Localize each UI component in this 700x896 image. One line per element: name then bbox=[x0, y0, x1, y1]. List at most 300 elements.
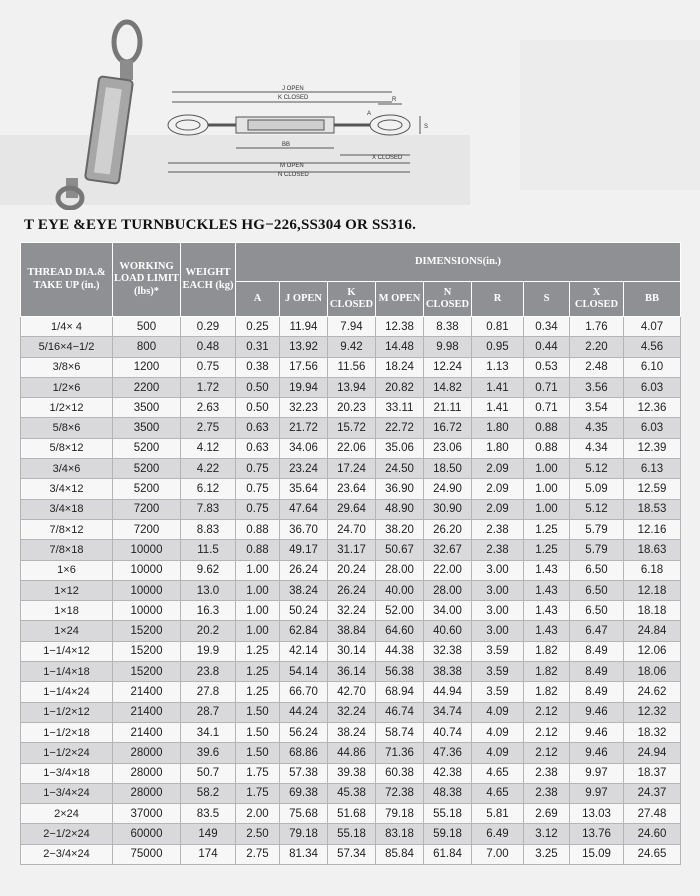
table-cell: 0.34 bbox=[524, 317, 570, 337]
dim-bb: BB bbox=[282, 142, 291, 148]
table-row bbox=[21, 499, 681, 519]
table-cell: 31.17 bbox=[328, 540, 376, 560]
table-cell: 1.75 bbox=[236, 783, 280, 803]
table-cell: 2×24 bbox=[21, 804, 113, 824]
table-row bbox=[21, 844, 681, 864]
table-cell: 0.53 bbox=[524, 357, 570, 377]
table-row bbox=[21, 824, 681, 844]
dim-m-open: M OPEN bbox=[280, 163, 304, 169]
table-cell: 22.72 bbox=[376, 418, 424, 438]
table-cell: 21.72 bbox=[280, 418, 328, 438]
table-row bbox=[21, 641, 681, 661]
table-cell: 15200 bbox=[113, 662, 181, 682]
table-cell: 1−1/4×12 bbox=[21, 641, 113, 661]
table-cell: 28000 bbox=[113, 783, 181, 803]
table-cell: 79.18 bbox=[280, 824, 328, 844]
table-cell: 42.38 bbox=[424, 763, 472, 783]
table-cell: 1.00 bbox=[236, 621, 280, 641]
table-cell: 3/8×6 bbox=[21, 357, 113, 377]
table-cell: 32.23 bbox=[280, 398, 328, 418]
table-cell: 62.84 bbox=[280, 621, 328, 641]
table-row bbox=[21, 357, 681, 377]
table-cell: 3.54 bbox=[570, 398, 624, 418]
table-cell: 12.59 bbox=[624, 479, 681, 499]
table-cell: 60.38 bbox=[376, 763, 424, 783]
table-cell: 6.03 bbox=[624, 418, 681, 438]
table-cell: 1.72 bbox=[181, 377, 236, 397]
table-cell: 28.00 bbox=[424, 580, 472, 600]
table-cell: 3.25 bbox=[524, 844, 570, 864]
table-cell: 174 bbox=[181, 844, 236, 864]
table-cell: 21400 bbox=[113, 682, 181, 702]
table-cell: 2.12 bbox=[524, 702, 570, 722]
table-cell: 8.38 bbox=[424, 317, 472, 337]
table-cell: 2−3/4×24 bbox=[21, 844, 113, 864]
table-cell: 1−3/4×18 bbox=[21, 763, 113, 783]
table-cell: 1.43 bbox=[524, 560, 570, 580]
table-cell: 13.76 bbox=[570, 824, 624, 844]
table-cell: 1×12 bbox=[21, 580, 113, 600]
table-cell: 5.81 bbox=[472, 804, 524, 824]
table-cell: 1.50 bbox=[236, 702, 280, 722]
table-cell: 11.94 bbox=[280, 317, 328, 337]
table-cell: 5/16×4−1/2 bbox=[21, 337, 113, 357]
table-cell: 2.75 bbox=[236, 844, 280, 864]
table-cell: 17.56 bbox=[280, 357, 328, 377]
table-cell: 8.49 bbox=[570, 662, 624, 682]
table-cell: 28000 bbox=[113, 743, 181, 763]
table-cell: 34.00 bbox=[424, 601, 472, 621]
table-cell: 12.24 bbox=[424, 357, 472, 377]
header-x-closed: X CLOSED bbox=[570, 282, 624, 317]
table-row bbox=[21, 763, 681, 783]
table-cell: 56.38 bbox=[376, 662, 424, 682]
table-cell: 24.84 bbox=[624, 621, 681, 641]
table-cell: 2.20 bbox=[570, 337, 624, 357]
table-cell: 15.09 bbox=[570, 844, 624, 864]
table-cell: 38.38 bbox=[424, 662, 472, 682]
dim-a: A bbox=[367, 111, 372, 117]
table-cell: 38.20 bbox=[376, 519, 424, 539]
table-cell: 1.50 bbox=[236, 743, 280, 763]
table-cell: 24.94 bbox=[624, 743, 681, 763]
table-cell: 68.94 bbox=[376, 682, 424, 702]
table-cell: 5/8×6 bbox=[21, 418, 113, 438]
table-cell: 9.46 bbox=[570, 743, 624, 763]
table-cell: 149 bbox=[181, 824, 236, 844]
table-cell: 1.43 bbox=[524, 580, 570, 600]
table-cell: 7200 bbox=[113, 519, 181, 539]
table-cell: 5.12 bbox=[570, 459, 624, 479]
table-cell: 57.38 bbox=[280, 763, 328, 783]
table-cell: 38.24 bbox=[328, 722, 376, 742]
table-cell: 800 bbox=[113, 337, 181, 357]
table-cell: 8.49 bbox=[570, 682, 624, 702]
table-cell: 34.1 bbox=[181, 722, 236, 742]
table-cell: 44.94 bbox=[424, 682, 472, 702]
table-cell: 10000 bbox=[113, 560, 181, 580]
table-cell: 3.59 bbox=[472, 641, 524, 661]
table-cell: 26.24 bbox=[280, 560, 328, 580]
table-cell: 75000 bbox=[113, 844, 181, 864]
table-cell: 7/8×18 bbox=[21, 540, 113, 560]
table-cell: 33.11 bbox=[376, 398, 424, 418]
table-cell: 3.00 bbox=[472, 601, 524, 621]
table-cell: 21400 bbox=[113, 722, 181, 742]
table-row bbox=[21, 438, 681, 458]
table-cell: 36.14 bbox=[328, 662, 376, 682]
table-cell: 1/2×12 bbox=[21, 398, 113, 418]
table-cell: 50.24 bbox=[280, 601, 328, 621]
table-cell: 5.09 bbox=[570, 479, 624, 499]
table-cell: 3.56 bbox=[570, 377, 624, 397]
table-cell: 2.09 bbox=[472, 479, 524, 499]
table-cell: 59.18 bbox=[424, 824, 472, 844]
table-cell: 24.65 bbox=[624, 844, 681, 864]
table-cell: 34.74 bbox=[424, 702, 472, 722]
table-cell: 1×24 bbox=[21, 621, 113, 641]
table-cell: 2.38 bbox=[472, 540, 524, 560]
table-cell: 49.17 bbox=[280, 540, 328, 560]
table-cell: 0.88 bbox=[236, 519, 280, 539]
table-cell: 21.11 bbox=[424, 398, 472, 418]
table-cell: 0.75 bbox=[236, 479, 280, 499]
table-row bbox=[21, 479, 681, 499]
table-cell: 2−1/2×24 bbox=[21, 824, 113, 844]
table-cell: 2.38 bbox=[472, 519, 524, 539]
table-cell: 2.00 bbox=[236, 804, 280, 824]
header-weight: WEIGHT EACH (kg) bbox=[181, 243, 236, 317]
table-cell: 500 bbox=[113, 317, 181, 337]
table-cell: 16.72 bbox=[424, 418, 472, 438]
table-cell: 58.74 bbox=[376, 722, 424, 742]
table-cell: 0.38 bbox=[236, 357, 280, 377]
table-cell: 6.50 bbox=[570, 580, 624, 600]
table-cell: 55.18 bbox=[424, 804, 472, 824]
table-cell: 9.46 bbox=[570, 722, 624, 742]
table-cell: 1200 bbox=[113, 357, 181, 377]
table-cell: 23.06 bbox=[424, 438, 472, 458]
header-m-open: M OPEN bbox=[376, 282, 424, 317]
table-cell: 18.24 bbox=[376, 357, 424, 377]
table-cell: 0.71 bbox=[524, 398, 570, 418]
table-cell: 4.56 bbox=[624, 337, 681, 357]
table-cell: 0.63 bbox=[236, 418, 280, 438]
table-cell: 26.20 bbox=[424, 519, 472, 539]
table-cell: 1.41 bbox=[472, 398, 524, 418]
table-cell: 1×6 bbox=[21, 560, 113, 580]
table-cell: 18.18 bbox=[624, 601, 681, 621]
table-cell: 1.25 bbox=[236, 662, 280, 682]
turnbuckle-diagram bbox=[0, 0, 700, 210]
table-cell: 40.60 bbox=[424, 621, 472, 641]
table-cell: 13.03 bbox=[570, 804, 624, 824]
table-cell: 3500 bbox=[113, 418, 181, 438]
dim-n-closed: N CLOSED bbox=[278, 172, 309, 178]
table-cell: 23.8 bbox=[181, 662, 236, 682]
table-cell: 18.37 bbox=[624, 763, 681, 783]
table-cell: 0.50 bbox=[236, 398, 280, 418]
table-cell: 46.74 bbox=[376, 702, 424, 722]
table-cell: 21400 bbox=[113, 702, 181, 722]
table-cell: 54.14 bbox=[280, 662, 328, 682]
table-cell: 83.5 bbox=[181, 804, 236, 824]
table-cell: 39.6 bbox=[181, 743, 236, 763]
table-cell: 6.13 bbox=[624, 459, 681, 479]
table-cell: 6.47 bbox=[570, 621, 624, 641]
table-cell: 0.88 bbox=[524, 438, 570, 458]
table-row bbox=[21, 743, 681, 763]
table-cell: 27.8 bbox=[181, 682, 236, 702]
table-row bbox=[21, 804, 681, 824]
table-cell: 8.49 bbox=[570, 641, 624, 661]
table-cell: 1.00 bbox=[236, 601, 280, 621]
table-cell: 0.31 bbox=[236, 337, 280, 357]
table-cell: 1.00 bbox=[524, 459, 570, 479]
table-cell: 1.00 bbox=[236, 580, 280, 600]
table-cell: 4.65 bbox=[472, 763, 524, 783]
table-cell: 0.95 bbox=[472, 337, 524, 357]
table-cell: 18.50 bbox=[424, 459, 472, 479]
table-row bbox=[21, 783, 681, 803]
table-cell: 22.00 bbox=[424, 560, 472, 580]
page-title: T EYE &EYE TURNBUCKLES HG−226,SS304 OR SS316. bbox=[24, 217, 417, 233]
table-cell: 0.75 bbox=[236, 499, 280, 519]
table-cell: 8.83 bbox=[181, 519, 236, 539]
table-cell: 4.35 bbox=[570, 418, 624, 438]
table-cell: 4.22 bbox=[181, 459, 236, 479]
table-cell: 9.97 bbox=[570, 763, 624, 783]
table-cell: 6.50 bbox=[570, 601, 624, 621]
table-cell: 40.74 bbox=[424, 722, 472, 742]
table-cell: 1−1/2×24 bbox=[21, 743, 113, 763]
table-cell: 61.84 bbox=[424, 844, 472, 864]
table-cell: 51.68 bbox=[328, 804, 376, 824]
table-cell: 28.00 bbox=[376, 560, 424, 580]
table-cell: 50.67 bbox=[376, 540, 424, 560]
table-cell: 9.98 bbox=[424, 337, 472, 357]
table-cell: 1.25 bbox=[524, 519, 570, 539]
table-cell: 10000 bbox=[113, 601, 181, 621]
table-cell: 0.88 bbox=[236, 540, 280, 560]
table-cell: 1.43 bbox=[524, 621, 570, 641]
table-cell: 2.69 bbox=[524, 804, 570, 824]
table-cell: 1.25 bbox=[524, 540, 570, 560]
table-cell: 3500 bbox=[113, 398, 181, 418]
table-cell: 5.12 bbox=[570, 499, 624, 519]
table-cell: 18.32 bbox=[624, 722, 681, 742]
table-cell: 7/8×12 bbox=[21, 519, 113, 539]
table-row bbox=[21, 459, 681, 479]
table-cell: 1.76 bbox=[570, 317, 624, 337]
table-cell: 12.39 bbox=[624, 438, 681, 458]
table-cell: 1.82 bbox=[524, 662, 570, 682]
table-cell: 48.38 bbox=[424, 783, 472, 803]
table-cell: 1.00 bbox=[524, 499, 570, 519]
table-cell: 11.56 bbox=[328, 357, 376, 377]
table-cell: 56.24 bbox=[280, 722, 328, 742]
table-row bbox=[21, 377, 681, 397]
table-cell: 27.48 bbox=[624, 804, 681, 824]
table-cell: 19.94 bbox=[280, 377, 328, 397]
table-cell: 4.09 bbox=[472, 722, 524, 742]
table-cell: 6.10 bbox=[624, 357, 681, 377]
table-cell: 1.25 bbox=[236, 641, 280, 661]
table-cell: 1−1/2×12 bbox=[21, 702, 113, 722]
table-cell: 0.63 bbox=[236, 438, 280, 458]
table-cell: 15200 bbox=[113, 641, 181, 661]
table-cell: 1.00 bbox=[236, 560, 280, 580]
table-row bbox=[21, 560, 681, 580]
table-cell: 15200 bbox=[113, 621, 181, 641]
table-row bbox=[21, 540, 681, 560]
table-cell: 19.9 bbox=[181, 641, 236, 661]
table-cell: 44.86 bbox=[328, 743, 376, 763]
table-row bbox=[21, 337, 681, 357]
table-cell: 42.70 bbox=[328, 682, 376, 702]
table-cell: 20.23 bbox=[328, 398, 376, 418]
table-cell: 1−1/4×18 bbox=[21, 662, 113, 682]
table-cell: 58.2 bbox=[181, 783, 236, 803]
header-j-open: J OPEN bbox=[280, 282, 328, 317]
table-cell: 66.70 bbox=[280, 682, 328, 702]
table-cell: 40.00 bbox=[376, 580, 424, 600]
turnbuckle-spec-table bbox=[20, 242, 681, 865]
table-cell: 71.36 bbox=[376, 743, 424, 763]
table-cell: 12.36 bbox=[624, 398, 681, 418]
table-cell: 35.06 bbox=[376, 438, 424, 458]
table-cell: 3.00 bbox=[472, 621, 524, 641]
table-row bbox=[21, 398, 681, 418]
table-cell: 4.09 bbox=[472, 743, 524, 763]
table-cell: 47.64 bbox=[280, 499, 328, 519]
table-cell: 0.50 bbox=[236, 377, 280, 397]
table-cell: 10000 bbox=[113, 580, 181, 600]
table-cell: 0.44 bbox=[524, 337, 570, 357]
table-cell: 47.36 bbox=[424, 743, 472, 763]
table-cell: 11.5 bbox=[181, 540, 236, 560]
table-cell: 4.65 bbox=[472, 783, 524, 803]
table-cell: 45.38 bbox=[328, 783, 376, 803]
header-thread: THREAD DIA.& TAKE UP (in.) bbox=[21, 243, 113, 317]
table-cell: 6.50 bbox=[570, 560, 624, 580]
table-cell: 3.12 bbox=[524, 824, 570, 844]
header-bb: BB bbox=[624, 282, 681, 317]
table-cell: 0.71 bbox=[524, 377, 570, 397]
table-cell: 32.38 bbox=[424, 641, 472, 661]
table-cell: 0.75 bbox=[181, 357, 236, 377]
table-cell: 10000 bbox=[113, 540, 181, 560]
table-cell: 1−1/2×18 bbox=[21, 722, 113, 742]
table-cell: 3/4×18 bbox=[21, 499, 113, 519]
table-cell: 32.24 bbox=[328, 601, 376, 621]
table-cell: 29.64 bbox=[328, 499, 376, 519]
table-cell: 0.48 bbox=[181, 337, 236, 357]
header-n-closed: N CLOSED bbox=[424, 282, 472, 317]
header-working-load-limit: WORKING LOAD LIMIT (lbs)* bbox=[113, 243, 181, 317]
table-cell: 48.90 bbox=[376, 499, 424, 519]
table-cell: 36.70 bbox=[280, 519, 328, 539]
table-cell: 24.60 bbox=[624, 824, 681, 844]
table-cell: 13.94 bbox=[328, 377, 376, 397]
table-cell: 14.48 bbox=[376, 337, 424, 357]
table-cell: 1/4× 4 bbox=[21, 317, 113, 337]
table-cell: 15.72 bbox=[328, 418, 376, 438]
dim-x-closed: X CLOSED bbox=[372, 155, 403, 161]
table-cell: 0.81 bbox=[472, 317, 524, 337]
table-cell: 50.7 bbox=[181, 763, 236, 783]
table-cell: 24.70 bbox=[328, 519, 376, 539]
table-cell: 1.50 bbox=[236, 722, 280, 742]
table-row bbox=[21, 418, 681, 438]
table-cell: 5200 bbox=[113, 479, 181, 499]
table-cell: 60000 bbox=[113, 824, 181, 844]
table-row bbox=[21, 580, 681, 600]
table-cell: 44.24 bbox=[280, 702, 328, 722]
table-cell: 2.09 bbox=[472, 499, 524, 519]
table-cell: 3.59 bbox=[472, 662, 524, 682]
table-cell: 3.59 bbox=[472, 682, 524, 702]
table-cell: 0.29 bbox=[181, 317, 236, 337]
table-cell: 7.83 bbox=[181, 499, 236, 519]
table-cell: 1−1/4×24 bbox=[21, 682, 113, 702]
table-cell: 2.50 bbox=[236, 824, 280, 844]
table-cell: 57.34 bbox=[328, 844, 376, 864]
table-cell: 2.48 bbox=[570, 357, 624, 377]
table-cell: 14.82 bbox=[424, 377, 472, 397]
table-cell: 3.00 bbox=[472, 580, 524, 600]
table-cell: 5.79 bbox=[570, 519, 624, 539]
table-cell: 75.68 bbox=[280, 804, 328, 824]
table-cell: 2.09 bbox=[472, 459, 524, 479]
table-cell: 39.38 bbox=[328, 763, 376, 783]
table-cell: 1.80 bbox=[472, 438, 524, 458]
table-cell: 12.38 bbox=[376, 317, 424, 337]
table-cell: 2.75 bbox=[181, 418, 236, 438]
table-cell: 32.24 bbox=[328, 702, 376, 722]
table-cell: 0.88 bbox=[524, 418, 570, 438]
header-s: S bbox=[524, 282, 570, 317]
table-cell: 1.43 bbox=[524, 601, 570, 621]
table-cell: 4.07 bbox=[624, 317, 681, 337]
table-cell: 38.24 bbox=[280, 580, 328, 600]
header-r: R bbox=[472, 282, 524, 317]
table-cell: 1−3/4×24 bbox=[21, 783, 113, 803]
table-cell: 1.41 bbox=[472, 377, 524, 397]
table-cell: 28000 bbox=[113, 763, 181, 783]
table-cell: 2200 bbox=[113, 377, 181, 397]
table-cell: 1.82 bbox=[524, 641, 570, 661]
table-cell: 18.53 bbox=[624, 499, 681, 519]
header-dimensions: DIMENSIONS(in.) bbox=[236, 243, 681, 282]
table-cell: 24.62 bbox=[624, 682, 681, 702]
table-cell: 7.00 bbox=[472, 844, 524, 864]
table-cell: 20.82 bbox=[376, 377, 424, 397]
table-cell: 79.18 bbox=[376, 804, 424, 824]
table-cell: 13.0 bbox=[181, 580, 236, 600]
table-cell: 12.06 bbox=[624, 641, 681, 661]
table-cell: 55.18 bbox=[328, 824, 376, 844]
table-row bbox=[21, 601, 681, 621]
table-cell: 6.49 bbox=[472, 824, 524, 844]
table-cell: 1/2×6 bbox=[21, 377, 113, 397]
table-cell: 12.18 bbox=[624, 580, 681, 600]
table-cell: 12.16 bbox=[624, 519, 681, 539]
table-cell: 5200 bbox=[113, 438, 181, 458]
table-cell: 2.12 bbox=[524, 743, 570, 763]
table-cell: 3/4×6 bbox=[21, 459, 113, 479]
table-cell: 13.92 bbox=[280, 337, 328, 357]
